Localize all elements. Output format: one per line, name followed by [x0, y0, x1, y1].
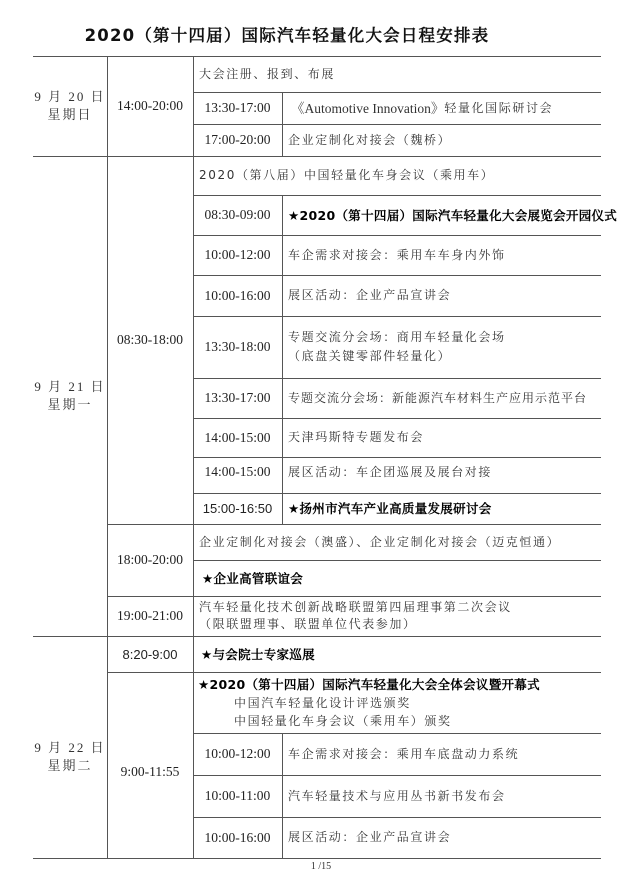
date-label: 9 月 21 日	[34, 379, 106, 394]
event-subtext: （底盘关键零部件轻量化）	[288, 349, 452, 363]
page-number: 1 /15	[310, 861, 332, 872]
block-time: 08:30-18:00	[117, 332, 183, 347]
weekday-label: 星期日	[47, 107, 93, 122]
event-cell: ★2020（第十四届）国际汽车轻量化大会展览会开园仪式	[288, 207, 618, 223]
weekday-label: 星期二	[47, 758, 93, 773]
event-cell: 汽车轻量技术与应用丛书新书发布会	[288, 788, 506, 803]
event-subtext: 中国汽车轻量化设计评选颁奖	[234, 695, 411, 710]
item-time: 10:00-12:00	[204, 247, 271, 262]
item-time: 14:00-15:00	[204, 464, 271, 479]
date-cell	[33, 156, 107, 636]
block-time: 14:00-20:00	[117, 98, 183, 113]
event-cell: 专题交流分会场：新能源汽车材料生产应用示范平台	[288, 390, 588, 405]
event-cell: 展区活动：企业产品宣讲会	[288, 288, 452, 302]
journal-name: 《Automotive Innovation》	[291, 100, 445, 116]
table-bottom-border	[33, 858, 601, 859]
event-cell: 展区活动：企业产品宣讲会	[288, 830, 452, 844]
event-cell: 大会注册、报到、布展	[199, 66, 336, 81]
event-cell: 2020（第八届）中国轻量化车身会议（乘用车）	[199, 168, 495, 182]
date-label: 9 月 22 日	[34, 740, 106, 755]
item-time: 08:30-09:00	[204, 207, 271, 222]
item-time: 13:30-17:00	[204, 100, 271, 115]
block-time: 8:20-9:00	[122, 646, 178, 662]
event-cell: 企业定制化对接会（魏桥）	[288, 132, 452, 147]
event-cell: ★与会院士专家巡展	[201, 646, 315, 662]
item-time: 14:00-15:00	[204, 429, 271, 445]
event-cell: 车企需求对接会：乘用车车身内外饰	[288, 247, 506, 262]
weekday-label: 星期一	[47, 397, 93, 412]
event-cell	[282, 92, 601, 124]
event-text: ★2020（第十四届）国际汽车轻量化大会全体会议暨开幕式	[198, 676, 540, 692]
event-subtext: 中国轻量化车身会议（乘用车）颁奖	[234, 713, 452, 728]
item-time: 10:00-11:00	[204, 788, 271, 803]
document-title: 2020（第十四届）国际汽车轻量化大会日程安排表	[84, 26, 490, 45]
block-time: 9:00-11:55	[120, 764, 180, 779]
item-time: 15:00-16:50	[202, 501, 273, 516]
item-time: 13:30-18:00	[204, 339, 271, 354]
block-time: 19:00-21:00	[117, 608, 183, 623]
event-subtext: （限联盟理事、联盟单位代表参加）	[199, 617, 417, 631]
event-text: 轻量化国际研讨会	[444, 100, 554, 115]
item-time: 17:00-20:00	[204, 132, 271, 147]
event-text: 专题交流分会场：商用车轻量化会场	[288, 330, 506, 344]
date-cell	[33, 636, 107, 858]
block-time: 18:00-20:00	[117, 552, 183, 567]
item-time: 13:30-17:00	[204, 390, 271, 405]
event-cell	[193, 672, 613, 733]
event-text: 汽车轻量化技术创新战略联盟第四届理事第二次会议	[199, 600, 512, 614]
item-time: 10:00-12:00	[204, 746, 271, 761]
date-label: 9 月 20 日	[34, 89, 106, 104]
event-cell: ★扬州市汽车产业高质量发展研讨会	[288, 501, 492, 516]
event-cell: 企业定制化对接会（澳盛）、企业定制化对接会（迈克恒通）	[199, 534, 561, 549]
event-cell: 展区活动：车企团巡展及展台对接	[288, 464, 493, 479]
item-time: 10:00-16:00	[204, 287, 271, 303]
item-time: 10:00-16:00	[204, 829, 271, 845]
event-cell	[193, 596, 601, 636]
event-cell: 天津玛斯特专题发布会	[288, 430, 425, 444]
event-cell	[282, 316, 601, 378]
event-cell: ★企业高管联谊会	[202, 570, 304, 586]
date-cell	[33, 56, 107, 156]
event-cell: 车企需求对接会：乘用车底盘动力系统	[288, 746, 520, 761]
